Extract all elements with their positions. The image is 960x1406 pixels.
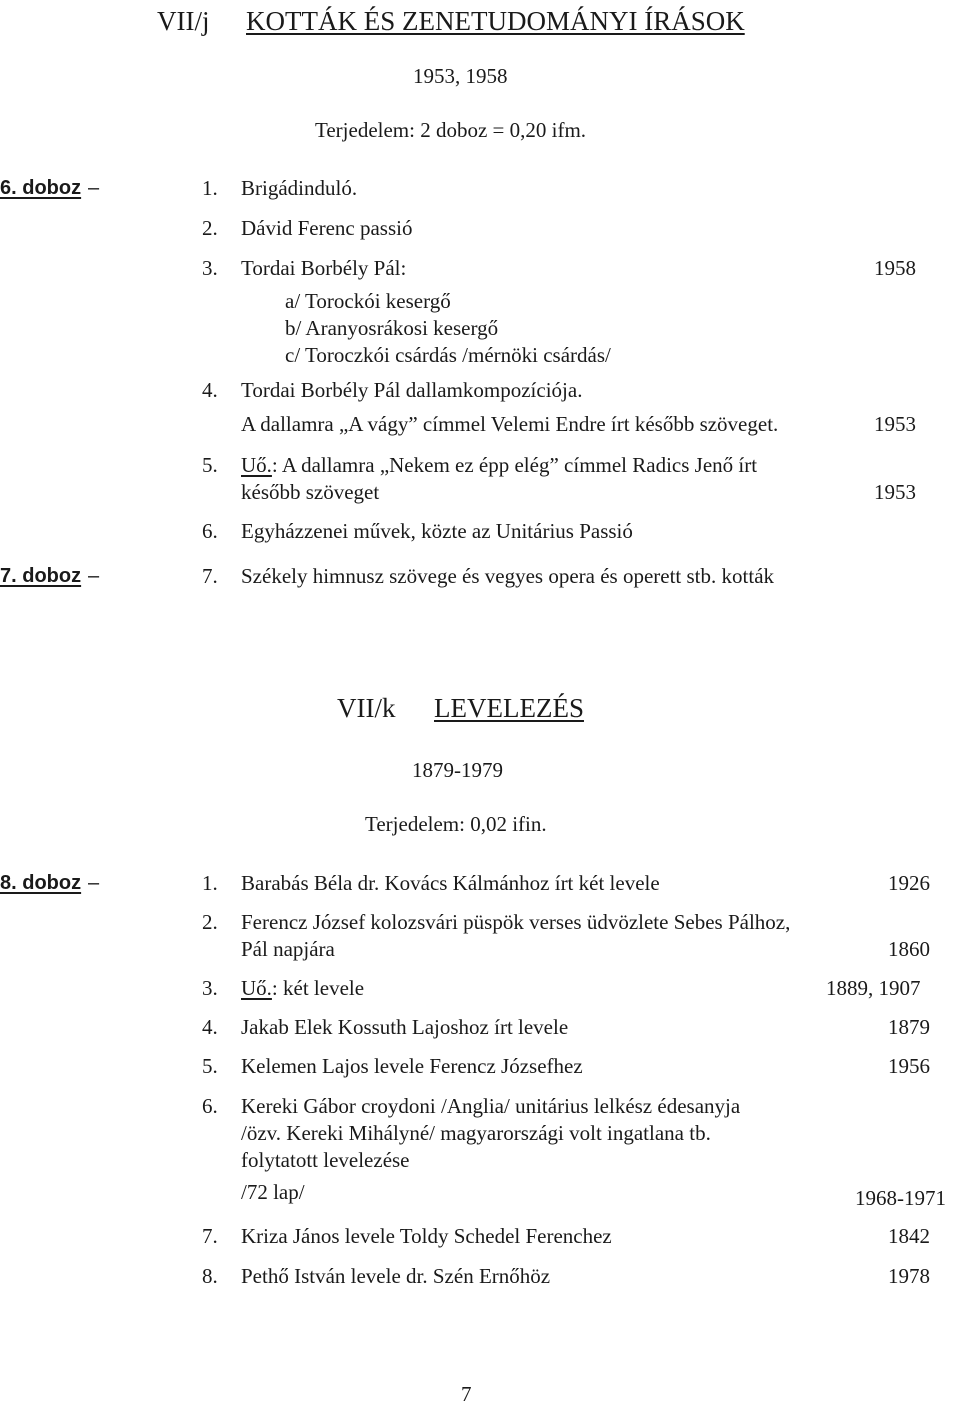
item-text: Pethő István levele dr. Szén Ernőhöz xyxy=(241,1264,551,1288)
item-year: 1978 xyxy=(888,1264,930,1288)
abbr-uo: Uő. xyxy=(241,453,272,477)
item-number: 7. xyxy=(202,1224,218,1248)
item-number: 5. xyxy=(202,1054,218,1078)
item-text: Uő.: A dallamra „Nekem ez épp elég” címmel Radics Jenő írt xyxy=(241,453,758,477)
item-year: 1953 xyxy=(874,412,916,436)
section-title-k: LEVELEZÉS xyxy=(434,693,584,723)
item-text-line2: később szöveget xyxy=(241,480,380,504)
item-text: Kriza János levele Toldy Schedel Ferenchez xyxy=(241,1224,612,1248)
item-text-line4: /72 lap/ xyxy=(241,1180,305,1204)
item-number: 6. xyxy=(202,519,218,543)
section-years-j: 1953, 1958 xyxy=(413,64,508,88)
section-extent-k: Terjedelem: 0,02 ifin. xyxy=(365,812,547,836)
item-year: 1968-1971 xyxy=(855,1186,946,1210)
box-label-8: 8. doboz xyxy=(0,872,82,894)
item-text-line2: A dallamra „A vágy” címmel Velemi Endre írt később szöveget. xyxy=(241,412,779,436)
box-dash-7: – xyxy=(88,565,100,587)
item-text: Dávid Ferenc passió xyxy=(241,216,413,240)
item-number: 6. xyxy=(202,1094,218,1118)
section-code-k: VII/k xyxy=(337,693,396,723)
item-text: Uő.: két levele xyxy=(241,976,365,1000)
item-text-line3: folytatott levelezése xyxy=(241,1148,410,1172)
box-label-7: 7. doboz xyxy=(0,565,82,587)
item-year: 1842 xyxy=(888,1224,930,1248)
item-text: Barabás Béla dr. Kovács Kálmánhoz írt két levele xyxy=(241,871,660,895)
item-year: 1958 xyxy=(874,256,916,280)
box-label-6: 6. doboz xyxy=(0,177,82,199)
page-number: 7 xyxy=(461,1382,472,1406)
item-number: 2. xyxy=(202,216,218,240)
item-text: Egyházzenei művek, közte az Unitárius Passió xyxy=(241,519,633,543)
item-number: 1. xyxy=(202,871,218,895)
item-text: Tordai Borbély Pál dallamkompozíciója. xyxy=(241,378,583,402)
item-number: 5. xyxy=(202,453,218,477)
item-subline: b/ Aranyosrákosi kesergő xyxy=(285,316,499,340)
item-year: 1879 xyxy=(888,1015,930,1039)
item-number: 3. xyxy=(202,256,218,280)
item-number: 4. xyxy=(202,378,218,402)
item-text: Brigádinduló. xyxy=(241,176,358,200)
item-text: Tordai Borbély Pál: xyxy=(241,256,407,280)
item-text: Székely himnusz szövege és vegyes opera és operett stb. kották xyxy=(241,564,775,588)
abbr-uo: Uő. xyxy=(241,976,272,1000)
item-text-line2: /özv. Kereki Mihályné/ magyarországi volt ingatlana tb. xyxy=(241,1121,711,1145)
section-title-j: KOTTÁK ÉS ZENETUDOMÁNYI ÍRÁSOK xyxy=(246,6,745,36)
item-number: 2. xyxy=(202,910,218,934)
box-dash-6: – xyxy=(88,177,100,199)
item-text: Kelemen Lajos levele Ferencz Józsefhez xyxy=(241,1054,583,1078)
item-text-line2: Pál napjára xyxy=(241,937,335,961)
item-number: 4. xyxy=(202,1015,218,1039)
item-number: 8. xyxy=(202,1264,218,1288)
box-dash-8: – xyxy=(88,872,100,894)
item-text: Kereki Gábor croydoni /Anglia/ unitárius lelkész édesanyja xyxy=(241,1094,741,1118)
item-subline: a/ Torockói kesergő xyxy=(285,289,451,313)
item-year: 1956 xyxy=(888,1054,930,1078)
item-number: 7. xyxy=(202,564,218,588)
item-number: 1. xyxy=(202,176,218,200)
section-years-k: 1879-1979 xyxy=(412,758,503,782)
item-year: 1926 xyxy=(888,871,930,895)
item-number: 3. xyxy=(202,976,218,1000)
item-year: 1889, 1907 xyxy=(826,976,921,1000)
item-text: Jakab Elek Kossuth Lajoshoz írt levele xyxy=(241,1015,569,1039)
section-extent-j: Terjedelem: 2 doboz = 0,20 ifm. xyxy=(315,118,587,142)
item-subline: c/ Toroczkói csárdás /mérnöki csárdás/ xyxy=(285,343,611,367)
item-text: Ferencz József kolozsvári püspök verses üdvözlete Sebes Pálhoz, xyxy=(241,910,791,934)
item-year: 1860 xyxy=(888,937,930,961)
item-year: 1953 xyxy=(874,480,916,504)
section-code-j: VII/j xyxy=(157,6,210,36)
